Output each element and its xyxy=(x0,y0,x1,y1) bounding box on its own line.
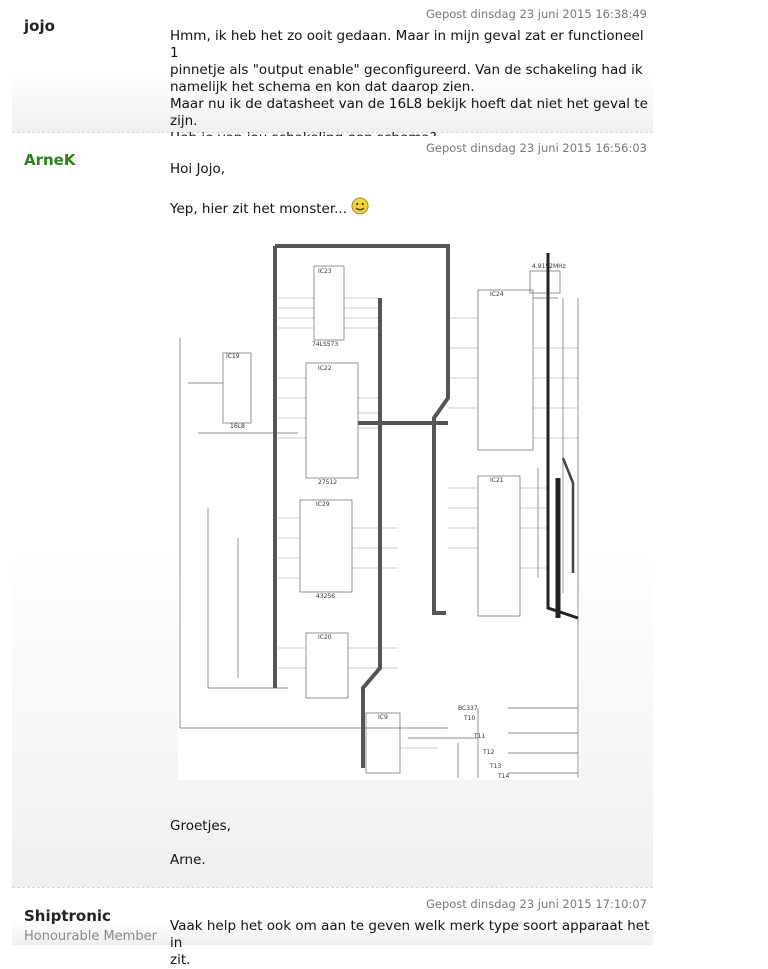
svg-text:T14: T14 xyxy=(498,773,510,780)
svg-text:IC23: IC23 xyxy=(318,268,332,275)
post-line: zit. xyxy=(170,952,191,968)
author-name[interactable]: Shiptronic xyxy=(24,907,111,925)
post-body xyxy=(170,918,655,969)
svg-text:16L8: 16L8 xyxy=(230,423,245,430)
post-line: Groetjes, xyxy=(170,818,231,834)
post-line: namelijk het schema en kon dat daarop zien. xyxy=(170,79,475,95)
svg-text:4.9152MHz: 4.9152MHz xyxy=(532,263,566,270)
post-date: Gepost dinsdag 23 juni 2015 16:38:49 xyxy=(425,7,647,21)
post-line: Arne. xyxy=(170,852,206,868)
schematic-image[interactable] xyxy=(178,238,580,780)
smiley-icon xyxy=(351,197,369,220)
svg-text:IC24: IC24 xyxy=(490,291,504,298)
post-text: Yep, hier zit het monster... xyxy=(170,201,348,217)
post-footer xyxy=(170,818,655,869)
author-rank: Honourable Member xyxy=(24,929,157,944)
svg-text:IC20: IC20 xyxy=(318,634,332,641)
author-name[interactable]: jojo xyxy=(24,17,55,35)
post-line xyxy=(170,197,655,220)
author-name[interactable]: ArneK xyxy=(24,151,76,169)
svg-text:BC337: BC337 xyxy=(458,705,478,712)
post-line: Hmm, ik heb het zo ooit gedaan. Maar in mijn geval zat er functioneel 1 xyxy=(170,28,644,61)
svg-text:T10: T10 xyxy=(464,715,476,722)
svg-text:T11: T11 xyxy=(474,733,486,740)
svg-text:IC9: IC9 xyxy=(378,714,388,721)
svg-text:27512: 27512 xyxy=(318,479,338,486)
svg-text:43256: 43256 xyxy=(316,593,336,600)
post-line: pinnetje als "output enable" geconfigureerd. Van de schakeling had ik xyxy=(170,62,643,78)
svg-text:T13: T13 xyxy=(490,763,502,770)
svg-text:IC19: IC19 xyxy=(226,353,240,360)
post-body xyxy=(170,28,655,147)
post-line: Vaak help het ook om aan te geven welk merk type soort apparaat het in xyxy=(170,918,650,951)
post-line: Hoi Jojo, xyxy=(170,161,225,177)
svg-text:T12: T12 xyxy=(483,749,495,756)
post-date: Gepost dinsdag 23 juni 2015 17:10:07 xyxy=(425,897,647,911)
svg-text:74LS573: 74LS573 xyxy=(312,341,339,348)
post-jojo xyxy=(12,0,653,133)
post-body xyxy=(170,161,655,220)
svg-text:IC22: IC22 xyxy=(318,365,332,372)
svg-text:IC21: IC21 xyxy=(490,477,504,484)
post-shiptronic xyxy=(12,891,653,968)
post-line: Maar nu ik de datasheet van de 16L8 bekijk hoeft dat niet het geval te zijn. xyxy=(170,96,648,129)
post-date: Gepost dinsdag 23 juni 2015 16:56:03 xyxy=(425,141,647,155)
svg-text:IC29: IC29 xyxy=(316,501,330,508)
